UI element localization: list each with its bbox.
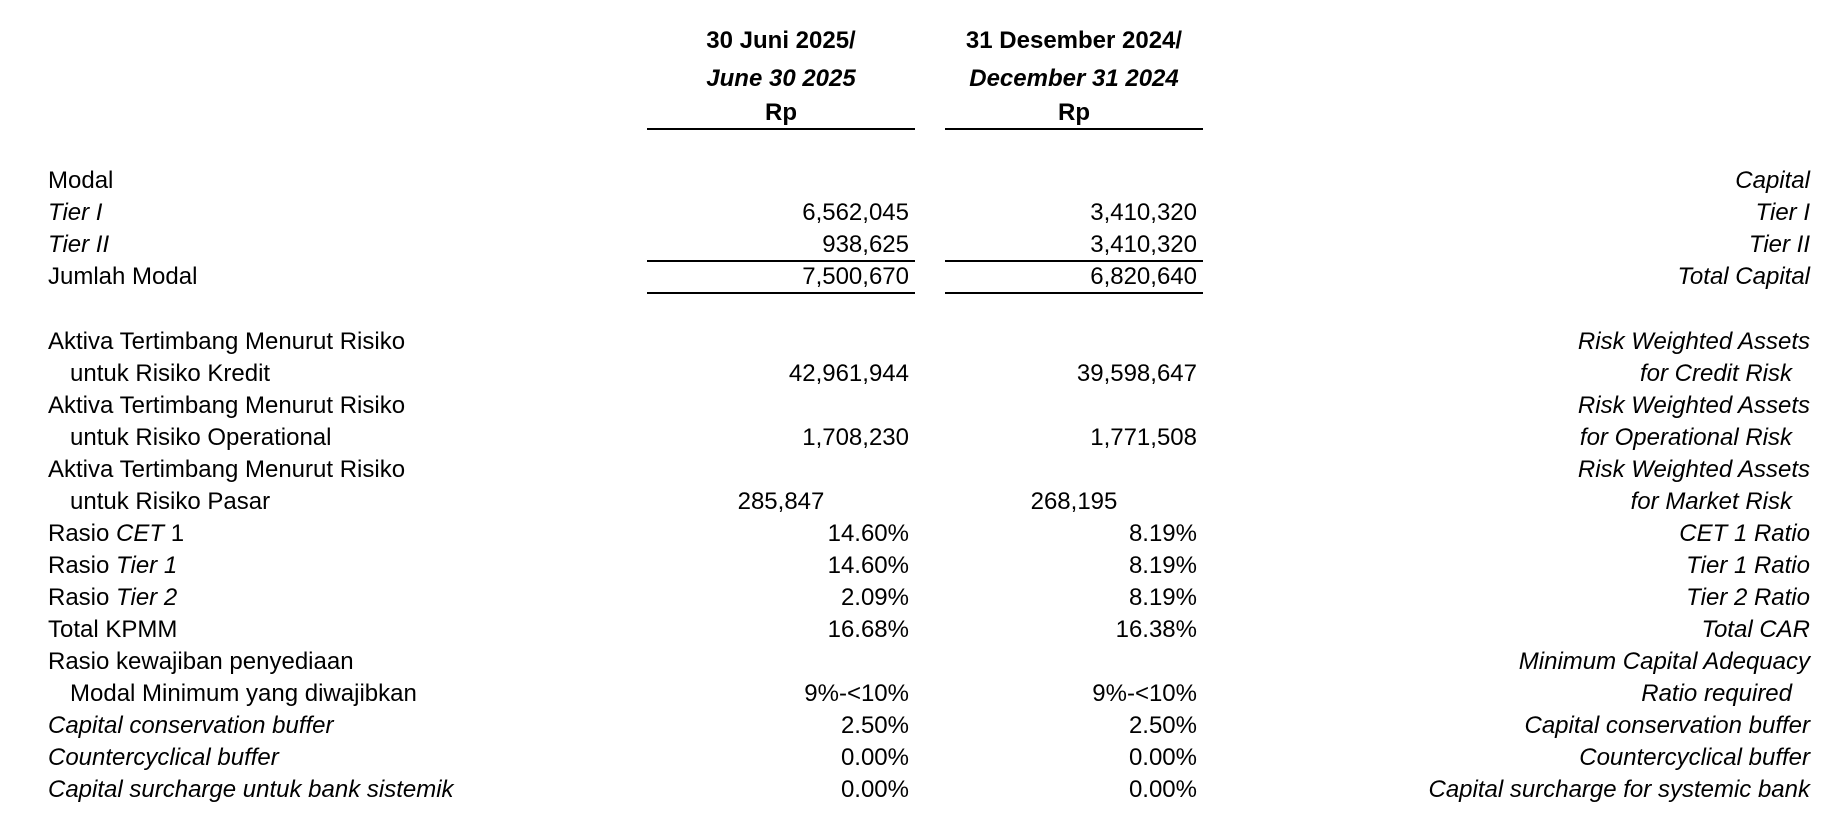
row-total-capital [0, 261, 1846, 293]
row-systemic-surcharge [0, 774, 1846, 806]
row-label-term: Tier 2 [116, 584, 178, 611]
row-tier1-ratio [0, 550, 1846, 582]
value-2024: 3,410,320 [1090, 199, 1197, 226]
value-2025: 14.60% [827, 552, 909, 579]
row-total-kpmm [0, 614, 1846, 646]
row-label: Rasio kewajiban penyediaan [48, 648, 354, 675]
row-english: CET 1 Ratio [1679, 520, 1810, 547]
value-2024: 6,820,640 [1090, 263, 1197, 290]
row-label: untuk Risiko Kredit [70, 360, 271, 387]
value-2025: 7,500,670 [802, 263, 909, 290]
value-2025: 2.09% [840, 584, 909, 611]
row-tier1 [0, 197, 1846, 229]
value-2025: 285,847 [737, 488, 825, 515]
row-modal [0, 165, 1846, 197]
value-2024: 8.19% [1128, 552, 1197, 579]
row-label-suffix: 1 [170, 520, 185, 547]
row-english: Capital [1735, 167, 1810, 194]
value-2024: 8.19% [1128, 520, 1197, 547]
row-label-term: CET [116, 520, 171, 547]
total-rule-2024 [945, 292, 1203, 294]
row-label [48, 518, 184, 550]
row-tier2-ratio [0, 582, 1846, 614]
column-header-2024 [945, 22, 1203, 130]
value-2024: 3,410,320 [1090, 231, 1197, 258]
row-rwa-credit-1 [0, 326, 1846, 358]
row-label-prefix: Rasio [48, 552, 117, 579]
row-label: untuk Risiko Operational [70, 424, 332, 451]
row-english: Tier 2 Ratio [1686, 584, 1810, 611]
column-header-2024-en: December 31 2024 [969, 65, 1179, 92]
row-label [48, 582, 177, 614]
column-header-2025-currency: Rp [765, 99, 797, 126]
row-english: Tier I [1755, 199, 1810, 226]
row-english: Countercyclical buffer [1579, 744, 1810, 771]
row-english: Risk Weighted Assets [1577, 328, 1810, 355]
value-2025: 0.00% [840, 776, 909, 803]
row-minimum-ratio-2 [0, 678, 1846, 710]
row-cet1-ratio [0, 518, 1846, 550]
row-label-prefix: Rasio [48, 520, 117, 547]
value-2025: 42,961,944 [788, 360, 909, 387]
row-label [48, 550, 177, 582]
row-english: Minimum Capital Adequacy [1518, 648, 1810, 675]
value-2024: 0.00% [1128, 776, 1197, 803]
value-2025: 2.50% [840, 712, 909, 739]
row-rwa-credit-2 [0, 358, 1846, 390]
row-english: for Market Risk [1630, 488, 1792, 515]
column-header-2024-id: 31 Desember 2024/ [965, 27, 1183, 54]
column-header-2025-underline [647, 128, 915, 130]
row-english: Ratio required [1641, 680, 1792, 707]
row-label: Tier I [48, 199, 103, 226]
row-countercyclical-buffer [0, 742, 1846, 774]
row-label: Countercyclical buffer [48, 744, 279, 771]
value-2024: 2.50% [1128, 712, 1197, 739]
row-label: Capital surcharge untuk bank sistemik [48, 776, 454, 803]
row-english: Total CAR [1701, 616, 1810, 643]
row-english: Tier II [1748, 231, 1810, 258]
value-2025: 6,562,045 [802, 199, 909, 226]
column-header-2024-currency: Rp [1058, 99, 1090, 126]
row-english: for Credit Risk [1639, 360, 1792, 387]
value-2024: 0.00% [1128, 744, 1197, 771]
row-label: Aktiva Tertimbang Menurut Risiko [48, 456, 406, 483]
row-english: Capital conservation buffer [1524, 712, 1810, 739]
row-label-term: Tier 1 [116, 552, 178, 579]
row-label: Total KPMM [48, 616, 178, 643]
value-2025: 14.60% [827, 520, 909, 547]
value-2025: 938,625 [822, 231, 909, 258]
row-label: Modal Minimum yang diwajibkan [70, 680, 417, 707]
value-2024: 268,195 [1030, 488, 1118, 515]
row-label: Modal [48, 167, 114, 194]
row-label-prefix: Rasio [48, 584, 117, 611]
value-2024: 9%-<10% [1092, 680, 1197, 707]
row-rwa-operational-1 [0, 390, 1846, 422]
column-header-2024-underline [945, 128, 1203, 130]
value-2025: 1,708,230 [802, 424, 909, 451]
row-rwa-operational-2 [0, 422, 1846, 454]
column-header-2025 [647, 22, 915, 130]
row-english: for Operational Risk [1579, 424, 1792, 451]
column-header-2025-en: June 30 2025 [706, 65, 856, 92]
row-english: Risk Weighted Assets [1577, 456, 1810, 483]
value-2025: 9%-<10% [804, 680, 909, 707]
value-2024: 8.19% [1128, 584, 1197, 611]
row-english: Capital surcharge for systemic bank [1428, 776, 1810, 803]
row-label: Tier II [48, 231, 110, 258]
row-english: Tier 1 Ratio [1686, 552, 1810, 579]
row-label: Capital conservation buffer [48, 712, 334, 739]
row-label: Aktiva Tertimbang Menurut Risiko [48, 392, 406, 419]
row-conservation-buffer [0, 710, 1846, 742]
row-label: Aktiva Tertimbang Menurut Risiko [48, 328, 406, 355]
total-rule-2025 [647, 292, 915, 294]
row-english: Total Capital [1677, 263, 1810, 290]
row-tier2 [0, 229, 1846, 261]
value-2024: 16.38% [1115, 616, 1197, 643]
row-label: untuk Risiko Pasar [70, 488, 271, 515]
row-label: Jumlah Modal [48, 263, 198, 290]
row-rwa-market-1 [0, 454, 1846, 486]
value-2025: 16.68% [827, 616, 909, 643]
value-2025: 0.00% [840, 744, 909, 771]
value-2024: 1,771,508 [1090, 424, 1197, 451]
row-rwa-market-2 [0, 486, 1846, 518]
row-english: Risk Weighted Assets [1577, 392, 1810, 419]
value-2024: 39,598,647 [1076, 360, 1197, 387]
column-header-2025-id: 30 Juni 2025/ [706, 27, 856, 54]
row-minimum-ratio-1 [0, 646, 1846, 678]
